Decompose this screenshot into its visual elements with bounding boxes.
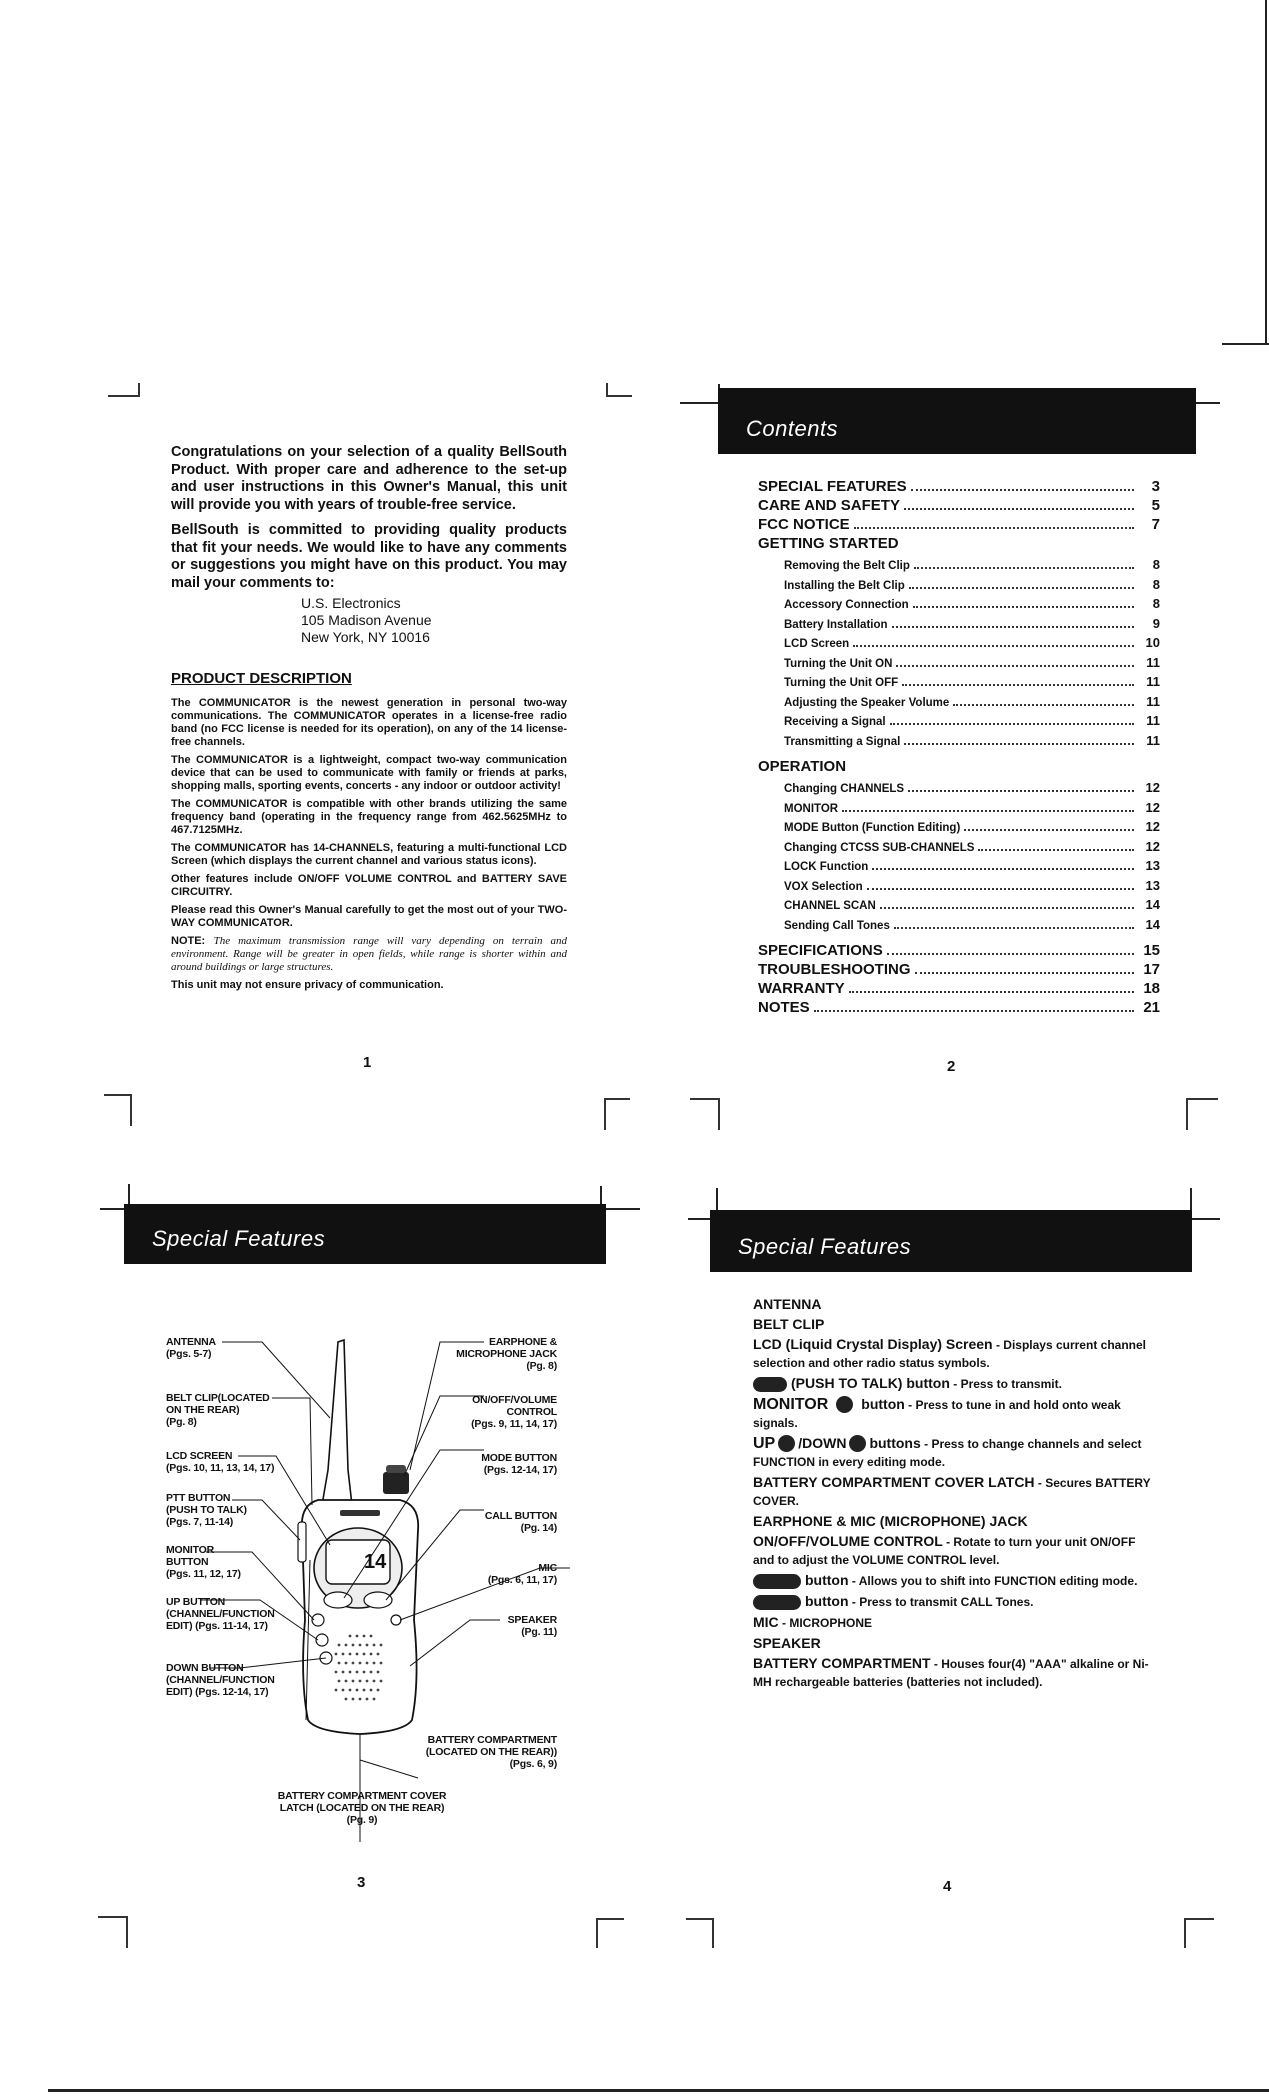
toc-leader-dots	[890, 723, 1134, 725]
toc-label: CHANNEL SCAN	[784, 900, 876, 912]
toc-label: Accessory Connection	[784, 599, 909, 611]
grille-dot	[377, 1689, 380, 1692]
toc-label: Adjusting the Speaker Volume	[784, 696, 950, 709]
crop-mark	[98, 1916, 128, 1948]
toc-label: SPECIFICATIONS	[758, 942, 883, 959]
crop-mark	[1186, 1098, 1218, 1130]
ptt-button-icon	[753, 1377, 787, 1392]
feature-desc: - Allows you to shift into FUNCTION editing mode.	[848, 1574, 1138, 1588]
toc-subentry	[758, 616, 1160, 636]
note-text: The maximum transmission range will vary depending on terrain and environment. Range will be greater in open fields, while range is shorter within and around buildings or large structures.	[171, 935, 567, 973]
feature-antenna: ANTENNA	[753, 1296, 822, 1312]
contents-header-bar	[718, 388, 1196, 454]
grille-dot	[373, 1644, 376, 1647]
grille-dot	[352, 1662, 355, 1665]
toc-subentry	[758, 694, 1160, 714]
toc-page-number: 9	[1152, 615, 1160, 631]
feature-term: button	[805, 1593, 849, 1609]
toc-page-number: 14	[1145, 916, 1160, 932]
grille-dot	[352, 1698, 355, 1701]
description-paragraph: The COMMUNICATOR is the newest generation in personal two-way communications. The COMMUNICATOR operates in a license-free radio band (no FCC license is needed for its operation), on any of the 14 license-free channels.	[171, 697, 567, 748]
scan-bottom-line	[48, 2089, 1269, 2092]
feature-term: LCD (Liquid Crystal Display) Screen	[753, 1336, 993, 1352]
grille-dot	[366, 1698, 369, 1701]
grille-dot	[380, 1680, 383, 1683]
feature-onoff	[753, 1533, 1151, 1569]
feature-desc: - Displays current channel selection and other radio status symbols.	[753, 1338, 1146, 1370]
toc-page-number: 15	[1143, 942, 1160, 959]
address-line: U.S. Electronics	[301, 595, 401, 611]
toc-label: Turning the Unit ON	[784, 657, 893, 670]
grille-dot	[363, 1671, 366, 1674]
grille-dot	[349, 1689, 352, 1692]
toc-leader-dots	[892, 626, 1134, 628]
toc-leader-dots	[896, 665, 1134, 667]
grille-dot	[356, 1671, 359, 1674]
label-antenna: ANTENNA (Pgs. 5-7)	[166, 1336, 216, 1360]
toc-subentry	[758, 839, 1160, 859]
toc-page-number: 18	[1143, 980, 1160, 997]
toc-label: MONITOR	[784, 802, 839, 815]
toc-page-number: 17	[1143, 961, 1160, 978]
feature-call	[753, 1593, 1151, 1611]
description-paragraph: Other features include ON/OFF VOLUME CONTROL and BATTERY SAVE CIRCUITRY.	[171, 873, 567, 898]
toc-leader-dots	[867, 888, 1134, 890]
call-button-icon	[753, 1595, 801, 1610]
toc-subentry	[758, 674, 1160, 694]
feature-term: button	[805, 1572, 849, 1588]
toc-entry	[758, 999, 1160, 1018]
toc-leader-dots	[911, 489, 1134, 491]
toc-entry	[758, 516, 1160, 535]
grille-dot	[373, 1680, 376, 1683]
toc-page-number: 11	[1146, 732, 1160, 748]
toc-label: Transmitting a Signal	[784, 735, 901, 748]
toc-subentry	[758, 596, 1160, 616]
special-features-header-bar	[710, 1210, 1192, 1272]
feature-mic	[753, 1614, 1151, 1632]
toc-label: VOX Selection	[784, 880, 863, 893]
toc-label: MODE Button (Function Editing)	[784, 822, 961, 834]
toc-label: CARE AND SAFETY	[758, 497, 900, 514]
feature-term: BATTERY COMPARTMENT COVER LATCH	[753, 1474, 1035, 1490]
grille-dot	[342, 1689, 345, 1692]
toc-label: LCD Screen	[784, 638, 850, 650]
label-monitor-button: MONITOR BUTTON (Pgs. 11, 12, 17)	[166, 1544, 241, 1580]
toc-label: OPERATION	[758, 758, 847, 775]
contents-title: Contents	[746, 416, 839, 441]
mic-hole	[391, 1615, 401, 1625]
toc-page-number: 12	[1145, 838, 1160, 854]
volume-knob	[383, 1472, 409, 1494]
page-number: 4	[943, 1878, 952, 1895]
grille-dot	[359, 1680, 362, 1683]
toc-page-number: 7	[1151, 516, 1160, 533]
toc-page-number: 10	[1145, 635, 1160, 650]
address-line: New York, NY 10016	[301, 629, 430, 645]
feature-term: MIC	[753, 1614, 779, 1630]
grille-dot	[345, 1644, 348, 1647]
feature-up-down	[753, 1435, 1151, 1471]
toc-page-number: 21	[1143, 999, 1160, 1016]
feature-term: buttons	[869, 1435, 921, 1451]
page-number: 2	[947, 1058, 956, 1075]
toc-leader-dots	[913, 606, 1134, 608]
label-mic: MIC (Pgs. 6, 11, 17)	[487, 1562, 557, 1586]
toc-entry	[758, 497, 1160, 516]
toc-page-number: 11	[1146, 713, 1160, 728]
feature-speaker: SPEAKER	[753, 1635, 821, 1651]
toc-page-number: 12	[1145, 799, 1160, 815]
grille-dot	[335, 1689, 338, 1692]
label-battery-compartment: BATTERY COMPARTMENT (LOCATED ON THE REAR)) (Pgs. 6, 9)	[425, 1734, 557, 1770]
special-features-title: Special Features	[152, 1226, 326, 1251]
grille-dot	[349, 1635, 352, 1638]
toc-page-number: 14	[1145, 897, 1160, 912]
antenna-shape	[322, 1340, 352, 1505]
crop-mark	[104, 1094, 132, 1126]
features-list	[753, 1296, 1151, 1694]
toc-subentry	[758, 655, 1160, 675]
down-button-icon	[849, 1435, 866, 1452]
grille-dot	[370, 1653, 373, 1656]
toc-section-heading	[758, 535, 1160, 557]
grille-dot	[377, 1671, 380, 1674]
toc-page-number: 3	[1151, 478, 1160, 495]
toc-label: Changing CTCSS SUB-CHANNELS	[784, 841, 975, 854]
grille-dot	[366, 1680, 369, 1683]
grille-dot	[345, 1680, 348, 1683]
grille-dot	[352, 1680, 355, 1683]
special-features-title: Special Features	[738, 1234, 912, 1259]
toc-subentry	[758, 897, 1160, 917]
toc-page-number: 5	[1151, 497, 1160, 514]
toc-subentry	[758, 713, 1160, 733]
grille-dot	[338, 1644, 341, 1647]
feature-desc: - Press to transmit.	[949, 1377, 1062, 1391]
label-call-button: CALL BUTTON (Pg. 14)	[484, 1510, 557, 1534]
call-button	[364, 1592, 392, 1608]
toc-label: Sending Call Tones	[784, 919, 890, 932]
label-up-button: UP BUTTON (CHANNEL/FUNCTION EDIT) (Pgs. 11-14, 17)	[166, 1596, 275, 1632]
grille-dot	[338, 1662, 341, 1665]
toc-page-number: 11	[1146, 654, 1160, 670]
toc-label: Battery Installation	[784, 618, 888, 631]
feature-desc: - Secures BATTERY COVER.	[753, 1476, 1151, 1508]
label-ptt-button: PTT BUTTON (PUSH TO TALK) (Pgs. 7, 11-14)	[166, 1492, 247, 1528]
toc-subentry	[758, 577, 1160, 597]
grille-dot	[373, 1698, 376, 1701]
label-battery-latch: BATTERY COMPARTMENT COVER LATCH (LOCATED ON THE REAR) (Pg. 9)	[277, 1790, 447, 1826]
toc-label: NOTES	[758, 999, 810, 1016]
toc-page-number: 13	[1145, 877, 1160, 893]
mode-button	[324, 1592, 352, 1608]
grille-dot	[370, 1671, 373, 1674]
toc-entry	[758, 961, 1160, 980]
crop-mark	[690, 1098, 720, 1130]
toc-leader-dots	[908, 790, 1134, 792]
grille-dot	[380, 1662, 383, 1665]
note-label: NOTE:	[171, 935, 206, 947]
toc-leader-dots	[880, 907, 1134, 909]
toc-subentry	[758, 819, 1160, 839]
feature-term: (PUSH TO TALK) button	[791, 1375, 950, 1391]
note-paragraph	[171, 935, 567, 974]
toc-leader-dots	[904, 508, 1134, 510]
feature-term: /DOWN	[798, 1435, 847, 1451]
crop-mark	[1184, 1918, 1214, 1948]
intro-paragraph: Congratulations on your selection of a quality BellSouth Product. With proper care and adherence to the set-up and user instructions in this Owner's Manual, this unit will provide you with years of trouble-free service.	[171, 444, 567, 513]
grille-dot	[370, 1689, 373, 1692]
toc-label: Receiving a Signal	[784, 716, 886, 728]
toc-subentry	[758, 557, 1160, 577]
grille-dot	[349, 1671, 352, 1674]
toc-label: Turning the Unit OFF	[784, 677, 899, 689]
page-number: 1	[363, 1054, 372, 1071]
feature-belt-clip: BELT CLIP	[753, 1316, 825, 1332]
label-belt-clip: BELT CLIP(LOCATED ON THE REAR) (Pg. 8)	[166, 1392, 270, 1428]
toc-page-number: 12	[1145, 780, 1160, 795]
feature-term: BATTERY COMPARTMENT	[753, 1655, 931, 1671]
grille-dot	[352, 1644, 355, 1647]
feature-battery-cover	[753, 1474, 1151, 1510]
toc-entry	[758, 980, 1160, 999]
mode-button-icon	[753, 1574, 801, 1589]
label-earphone-jack: EARPHONE & MICROPHONE JACK (Pg. 8)	[456, 1336, 557, 1372]
toc-entry	[758, 942, 1160, 961]
intro-paragraph: BellSouth is committed to providing quality products that fit your needs. We would like to have any comments or suggestions you might have on this product. You may mail your comments to:	[171, 522, 567, 591]
toc-leader-dots	[849, 991, 1134, 993]
description-paragraph: The COMMUNICATOR is a lightweight, compact two-way communication device that can be used to communicate with family or friends at parks, shopping malls, sporting events, concerts - any indoor or outdoor activity!	[171, 754, 567, 792]
toc-label: Changing CHANNELS	[784, 783, 905, 795]
toc-page-number: 11	[1146, 693, 1160, 709]
feature-desc: - Press to change channels and select FUNCTION in every editing mode.	[753, 1437, 1142, 1469]
page-1	[171, 444, 567, 997]
toc-leader-dots	[953, 704, 1134, 706]
grille-dot	[363, 1653, 366, 1656]
feature-term: ON/OFF/VOLUME CONTROL	[753, 1533, 943, 1549]
toc-leader-dots	[854, 527, 1134, 529]
toc-label: Installing the Belt Clip	[784, 579, 905, 592]
grille-dot	[380, 1644, 383, 1647]
feature-jack: EARPHONE & MIC (MICROPHONE) JACK	[753, 1513, 1028, 1529]
feature-mode	[753, 1572, 1151, 1590]
feature-desc: - Rotate to turn your unit ON/OFF and to adjust the VOLUME CONTROL level.	[753, 1535, 1136, 1567]
toc-label: LOCK Function	[784, 861, 869, 873]
grille-dot	[366, 1662, 369, 1665]
toc-subentry	[758, 780, 1160, 800]
grille-dot	[359, 1662, 362, 1665]
toc-page-number: 13	[1145, 858, 1160, 873]
toc-leader-dots	[853, 645, 1134, 647]
toc-subentry	[758, 878, 1160, 898]
feature-desc: - MICROPHONE	[778, 1616, 873, 1630]
toc-page-number: 11	[1146, 674, 1160, 689]
feature-desc: - Press to tune in and hold onto weak signals.	[753, 1398, 1121, 1430]
toc-subentry	[758, 858, 1160, 878]
label-down-button: DOWN BUTTON (CHANNEL/FUNCTION EDIT) (Pgs. 12-14, 17)	[166, 1662, 275, 1698]
toc-leader-dots	[894, 927, 1134, 929]
description-paragraph: The COMMUNICATOR is compatible with other brands utilizing the same frequency band (operating in the frequency range from 462.5625MHz to 467.7125MHz.	[171, 798, 567, 836]
toc-leader-dots	[914, 567, 1134, 569]
feature-term: MONITOR	[753, 1396, 829, 1413]
toc-leader-dots	[887, 953, 1134, 955]
toc-leader-dots	[964, 829, 1134, 831]
toc-page-number: 8	[1152, 557, 1160, 572]
scan-edge-line	[1222, 343, 1269, 345]
scan-edge-line	[1265, 0, 1267, 345]
crop-mark	[686, 1918, 714, 1948]
ptt-button	[298, 1522, 306, 1562]
toc-leader-dots	[842, 810, 1134, 812]
label-volume-control: ON/OFF/VOLUME CONTROL (Pgs. 9, 11, 14, 17)	[471, 1394, 557, 1430]
label-lcd-screen: LCD SCREEN (Pgs. 10, 11, 13, 14, 17)	[166, 1450, 275, 1474]
feature-ptt	[753, 1375, 1151, 1393]
crop-mark	[606, 383, 632, 397]
privacy-notice: This unit may not ensure privacy of communication.	[171, 979, 444, 991]
feature-lcd	[753, 1336, 1151, 1372]
grille-dot	[363, 1689, 366, 1692]
feature-battery	[753, 1655, 1151, 1691]
toc-label: TROUBLESHOOTING	[758, 961, 911, 978]
toc-page-number: 8	[1152, 576, 1160, 592]
toc-leader-dots	[814, 1010, 1134, 1012]
toc-subentry	[758, 917, 1160, 937]
toc-subentry	[758, 733, 1160, 753]
grille-dot	[335, 1671, 338, 1674]
grille-dot	[345, 1698, 348, 1701]
lcd-digits: 14	[364, 1551, 387, 1573]
grille-dot	[338, 1680, 341, 1683]
crop-mark	[108, 383, 140, 397]
toc-subentry	[758, 635, 1160, 655]
grille-dot	[373, 1662, 376, 1665]
toc-leader-dots	[902, 684, 1134, 686]
grille-dot	[335, 1653, 338, 1656]
grille-dot	[366, 1644, 369, 1647]
toc-label: Removing the Belt Clip	[784, 560, 910, 572]
label-speaker: SPEAKER (Pg. 11)	[507, 1614, 557, 1638]
toc-section-heading	[758, 758, 1160, 780]
grille-dot	[356, 1653, 359, 1656]
label-mode-button: MODE BUTTON (Pgs. 12-14, 17)	[481, 1452, 557, 1476]
address-line: 105 Madison Avenue	[301, 612, 432, 628]
feature-desc: - Houses four(4) "AAA" alkaline or Ni-MH rechargeable batteries (batteries not included).	[753, 1657, 1149, 1689]
toc-entry	[758, 478, 1160, 497]
grille-dot	[377, 1653, 380, 1656]
crop-mark	[596, 1918, 624, 1948]
toc-label: WARRANTY	[758, 980, 845, 997]
grille-dot	[356, 1689, 359, 1692]
grille-dot	[342, 1653, 345, 1656]
crop-mark	[604, 1098, 630, 1130]
feature-monitor	[753, 1396, 1151, 1432]
description-paragraph: The COMMUNICATOR has 14-CHANNELS, featuring a multi-functional LCD Screen (which displays the current channel and various status icons).	[171, 842, 567, 867]
grille-dot	[359, 1698, 362, 1701]
toc-leader-dots	[872, 868, 1134, 870]
grille-dot	[356, 1635, 359, 1638]
up-button-icon	[778, 1435, 795, 1452]
toc-label: GETTING STARTED	[758, 535, 899, 552]
feature-term: button	[861, 1396, 905, 1412]
product-description-heading: PRODUCT DESCRIPTION	[171, 670, 352, 687]
table-of-contents	[758, 478, 1160, 1018]
description-paragraph: Please read this Owner's Manual carefully to get the most out of your TWO-WAY COMMUNICATOR.	[171, 904, 567, 929]
page-number: 3	[357, 1874, 366, 1891]
toc-label: FCC NOTICE	[758, 516, 850, 533]
toc-leader-dots	[978, 849, 1134, 851]
grille-dot	[363, 1635, 366, 1638]
toc-page-number: 12	[1145, 819, 1160, 834]
toc-leader-dots	[904, 743, 1134, 745]
toc-page-number: 8	[1152, 596, 1160, 611]
grille-dot	[370, 1635, 373, 1638]
grille-dot	[345, 1662, 348, 1665]
grille-dot	[359, 1644, 362, 1647]
toc-subentry	[758, 800, 1160, 820]
toc-leader-dots	[915, 972, 1135, 974]
special-features-header-bar	[124, 1204, 606, 1264]
toc-leader-dots	[909, 587, 1134, 589]
toc-label: SPECIAL FEATURES	[758, 478, 907, 495]
feature-term: UP	[753, 1435, 776, 1452]
grille-dot	[349, 1653, 352, 1656]
grille-dot	[342, 1671, 345, 1674]
monitor-button-icon	[836, 1396, 853, 1413]
mailing-address	[171, 595, 567, 646]
feature-desc: - Press to transmit CALL Tones.	[848, 1595, 1034, 1609]
